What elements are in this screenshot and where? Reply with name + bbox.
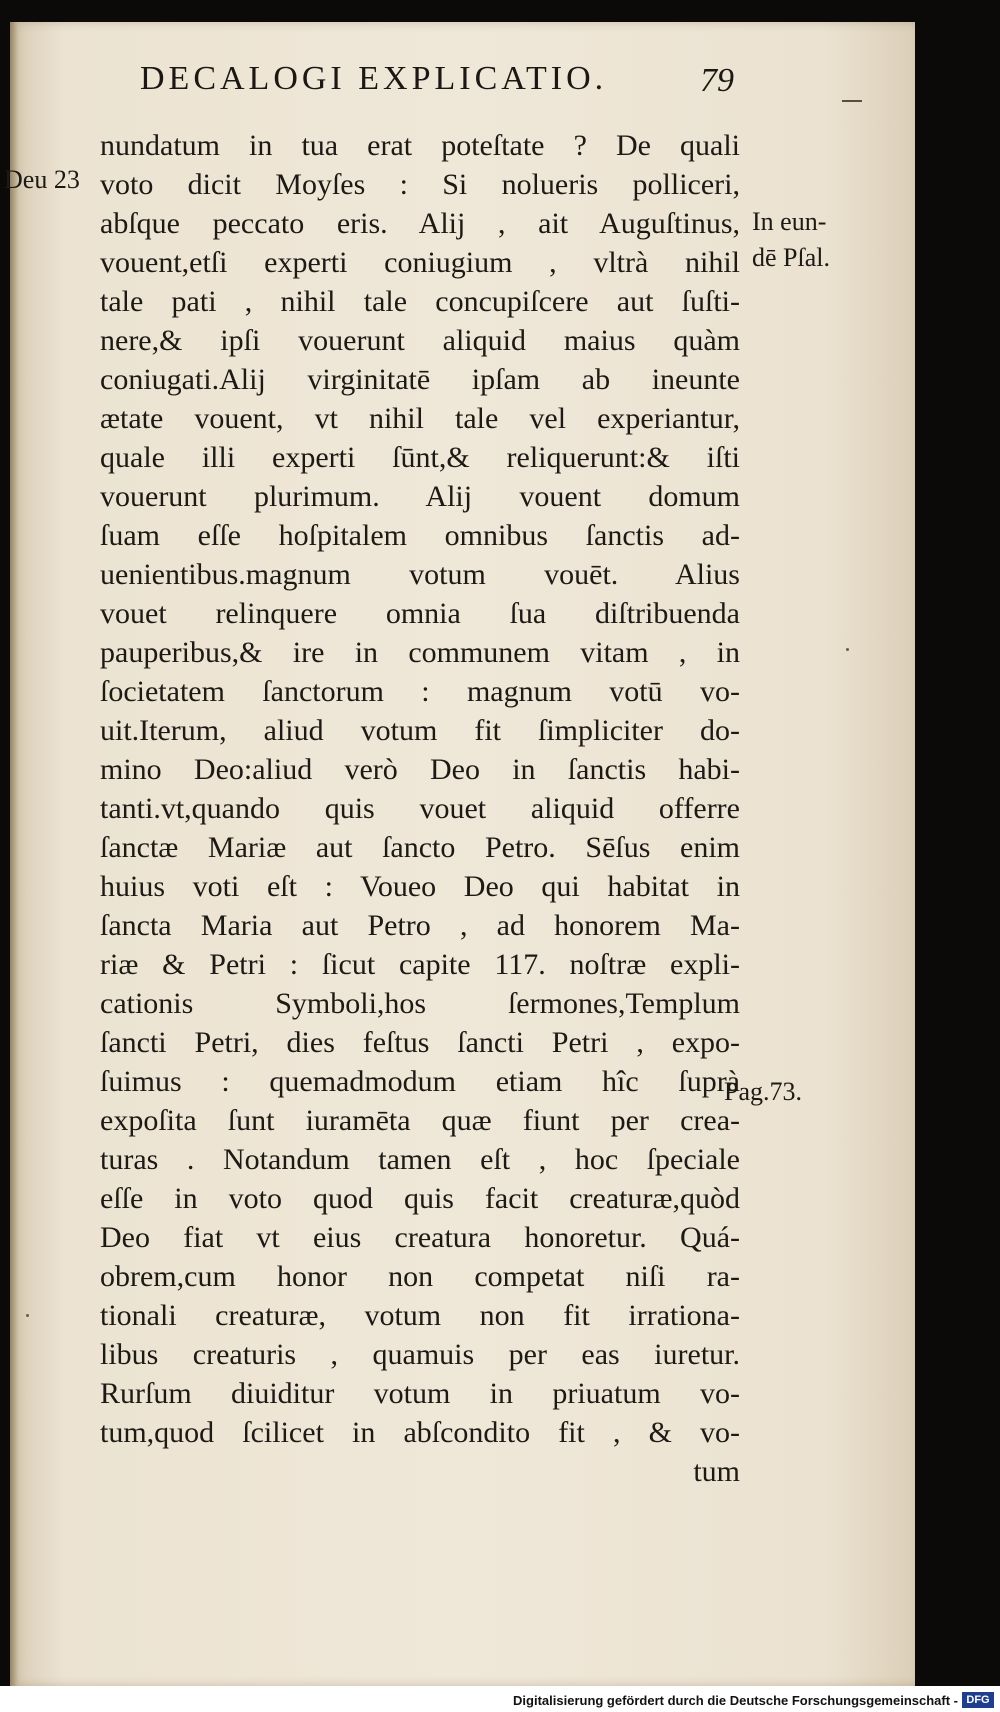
- text-line: ſuam eſſe hoſpitalem omnibus ſanctis ad-: [100, 519, 740, 552]
- page-edge-shadow: [10, 22, 18, 1686]
- text-line: uenientibus.magnum votum vouēt. Alius: [100, 558, 740, 591]
- text-line: Deo fiat vt eius creatura honoretur. Quá-: [100, 1221, 740, 1254]
- text-line: eſſe in voto quod quis facit creaturæ,quòd: [100, 1182, 740, 1215]
- body-text: [100, 126, 740, 1491]
- text-line: turas . Notandum tamen eſt , hoc ſpeciale: [100, 1143, 740, 1176]
- text-line: vouent,etſi experti coniugium , vltrà nihil: [100, 246, 740, 279]
- text-line: voto dicit Moyſes : Si nolueris polliceri,: [100, 168, 740, 201]
- text-line: ſanctæ Mariæ aut ſancto Petro. Sēſus enim: [100, 831, 740, 864]
- text-line: pauperibus,& ire in communem vitam , in: [100, 636, 740, 669]
- text-line: cationis Symboli,hos ſermones,Templum: [100, 987, 740, 1020]
- text-line: ætate vouent, vt nihil tale vel experiantur,: [100, 402, 740, 435]
- page-number: 79: [700, 62, 734, 99]
- margin-note-psalm-2: dē Pſal.: [752, 243, 830, 272]
- footer-bar: [0, 1686, 1000, 1712]
- text-line: ſuimus : quemadmodum etiam hîc ſuprà: [100, 1065, 740, 1098]
- text-line: quale illi experti ſūnt,& reliquerunt:& iſti: [100, 441, 740, 474]
- margin-note-psalm-1: In eun-: [752, 207, 827, 236]
- text-line: obrem,cum honor non competat niſi ra-: [100, 1260, 740, 1293]
- text-line: nere,& ipſi vouerunt aliquid maius quàm: [100, 324, 740, 357]
- text-line: libus creaturis , quamuis per eas iuretur.: [100, 1338, 740, 1371]
- text-line: ſancta Maria aut Petro , ad honorem Ma-: [100, 909, 740, 942]
- margin-note-deut: Deu 23: [4, 165, 80, 194]
- book-page: [4, 22, 915, 1686]
- text-line: expoſita ſunt iuramēta quæ fiunt per crea-: [100, 1104, 740, 1137]
- paper-speck: [26, 1314, 29, 1317]
- margin-note-page-ref: Pag.73.: [724, 1077, 802, 1106]
- text-line: tanti.vt,quando quis vouet aliquid offerre: [100, 792, 740, 825]
- text-line: Rurſum diuiditur votum in priuatum vo-: [100, 1377, 740, 1410]
- text-line: ſancti Petri, dies feſtus ſancti Petri , expo-: [100, 1026, 740, 1059]
- text-line: vouet relinquere omnia ſua diſtribuenda: [100, 597, 740, 630]
- paper-speck: [846, 648, 849, 651]
- margin-mark: [842, 100, 862, 102]
- running-title: DECALOGI EXPLICATIO.: [140, 60, 608, 97]
- text-line: riæ & Petri : ſicut capite 117. noſtræ expli-: [100, 948, 740, 981]
- text-line: ſocietatem ſanctorum : magnum votū vo-: [100, 675, 740, 708]
- text-line: abſque peccato eris. Alij , ait Auguſtinus,: [100, 207, 740, 240]
- text-line: tionali creaturæ, votum non fit irrationa-: [100, 1299, 740, 1332]
- text-line: coniugati.Alij virginitatē ipſam ab ineunte: [100, 363, 740, 396]
- text-line: nundatum in tua erat poteſtate ? De quali: [100, 129, 740, 162]
- text-line: tum: [693, 1455, 740, 1488]
- text-line: vouerunt plurimum. Alij vouent domum: [100, 480, 740, 513]
- text-line: uit.Iterum, aliud votum fit ſimpliciter do-: [100, 714, 740, 747]
- text-line: tum,quod ſcilicet in abſcondito fit , & vo-: [100, 1416, 740, 1449]
- dfg-logo: DFG: [962, 1692, 994, 1708]
- footer-credit: Digitalisierung gefördert durch die Deutsche Forschungsgemeinschaft -: [513, 1693, 958, 1708]
- text-line: huius voti eſt : Voueo Deo qui habitat in: [100, 870, 740, 903]
- text-line: tale pati , nihil tale concupiſcere aut ſuſti-: [100, 285, 740, 318]
- text-line: mino Deo:aliud verò Deo in ſanctis habi-: [100, 753, 740, 786]
